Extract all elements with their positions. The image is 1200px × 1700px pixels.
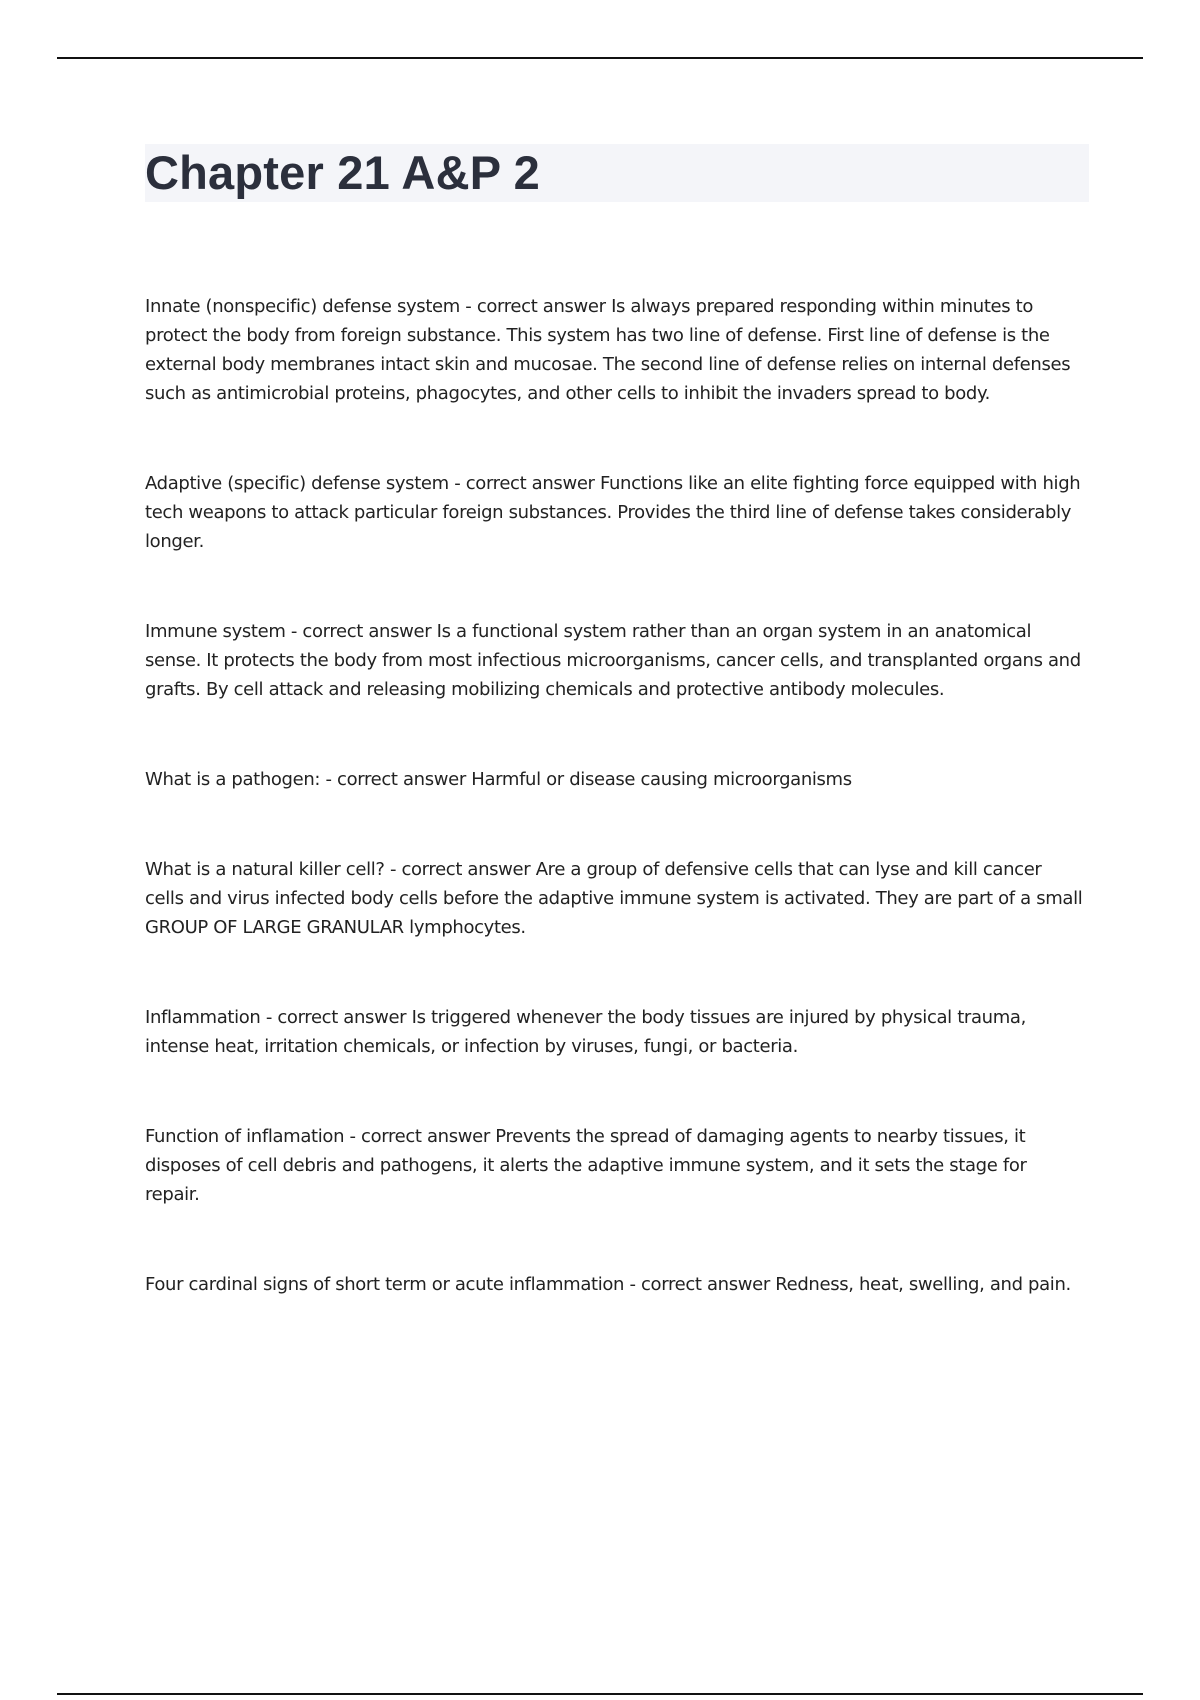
qa-term: Four cardinal signs of short term or acute inflammation - <box>145 1274 641 1295</box>
qa-answer: Redness, heat, swelling, and pain. <box>775 1274 1071 1295</box>
page-title: Chapter 21 A&P 2 <box>145 146 541 199</box>
qa-term: What is a natural killer cell? - <box>145 859 401 880</box>
qa-entry <box>145 1270 1085 1299</box>
answer-label: correct answer <box>476 296 606 317</box>
bottom-divider <box>57 1693 1143 1695</box>
qa-term: Adaptive (specific) defense system - <box>145 473 466 494</box>
answer-label: correct answer <box>401 859 531 880</box>
top-divider <box>57 57 1143 59</box>
qa-term: Inflammation - <box>145 1007 277 1028</box>
answer-label: correct answer <box>277 1007 407 1028</box>
answer-label: correct answer <box>641 1274 770 1295</box>
qa-term: What is a pathogen: - <box>145 769 337 790</box>
qa-answer: Prevents the spread of damaging agents to nearby tissues, it disposes of cell debris and pathogens, it alerts the adaptive immune system, and it sets the stage for repair. <box>145 1126 1027 1205</box>
qa-answer: Are a group of defensive cells that can lyse and kill cancer cells and virus infected body cells before the adaptive immune system is activated. They are part of a small GROUP OF LARGE GRANULAR lymphocytes. <box>145 859 1083 938</box>
answer-label: correct answer <box>302 621 432 642</box>
qa-entry <box>145 1003 1085 1061</box>
qa-answer: Is always prepared responding within minutes to protect the body from foreign substance. This system has two line of defense. First line of defense is the external body membranes intact skin and mucosae. The second line of defense relies on internal defenses such as antimicrobial proteins, phagocytes, and other cells to inhibit the invaders spread to body. <box>145 296 1071 404</box>
qa-term: Function of inflamation - <box>145 1126 361 1147</box>
qa-entry <box>145 855 1085 942</box>
qa-term: Innate (nonspecific) defense system - <box>145 296 477 317</box>
qa-list <box>145 292 1085 1360</box>
answer-label: correct answer <box>337 769 466 790</box>
qa-term: Immune system - <box>145 621 302 642</box>
qa-entry <box>145 1122 1085 1209</box>
answer-label: correct answer <box>361 1126 490 1147</box>
qa-answer: Harmful or disease causing microorganisms <box>471 769 852 790</box>
qa-answer: Is triggered whenever the body tissues are injured by physical trauma, intense heat, irritation chemicals, or infection by viruses, fungi, or bacteria. <box>145 1007 1026 1057</box>
qa-entry <box>145 617 1085 704</box>
qa-answer: Functions like an elite fighting force equipped with high tech weapons to attack particular foreign substances. Provides the third line of defense takes considerably longer. <box>145 473 1081 552</box>
qa-answer: Is a functional system rather than an organ system in an anatomical sense. It protects the body from most infectious microorganisms, cancer cells, and transplanted organs and grafts. By cell attack and releasing mobilizing chemicals and protective antibody molecules. <box>145 621 1081 700</box>
qa-entry <box>145 292 1085 408</box>
qa-entry <box>145 765 1085 794</box>
qa-entry <box>145 469 1085 556</box>
answer-label: correct answer <box>465 473 595 494</box>
